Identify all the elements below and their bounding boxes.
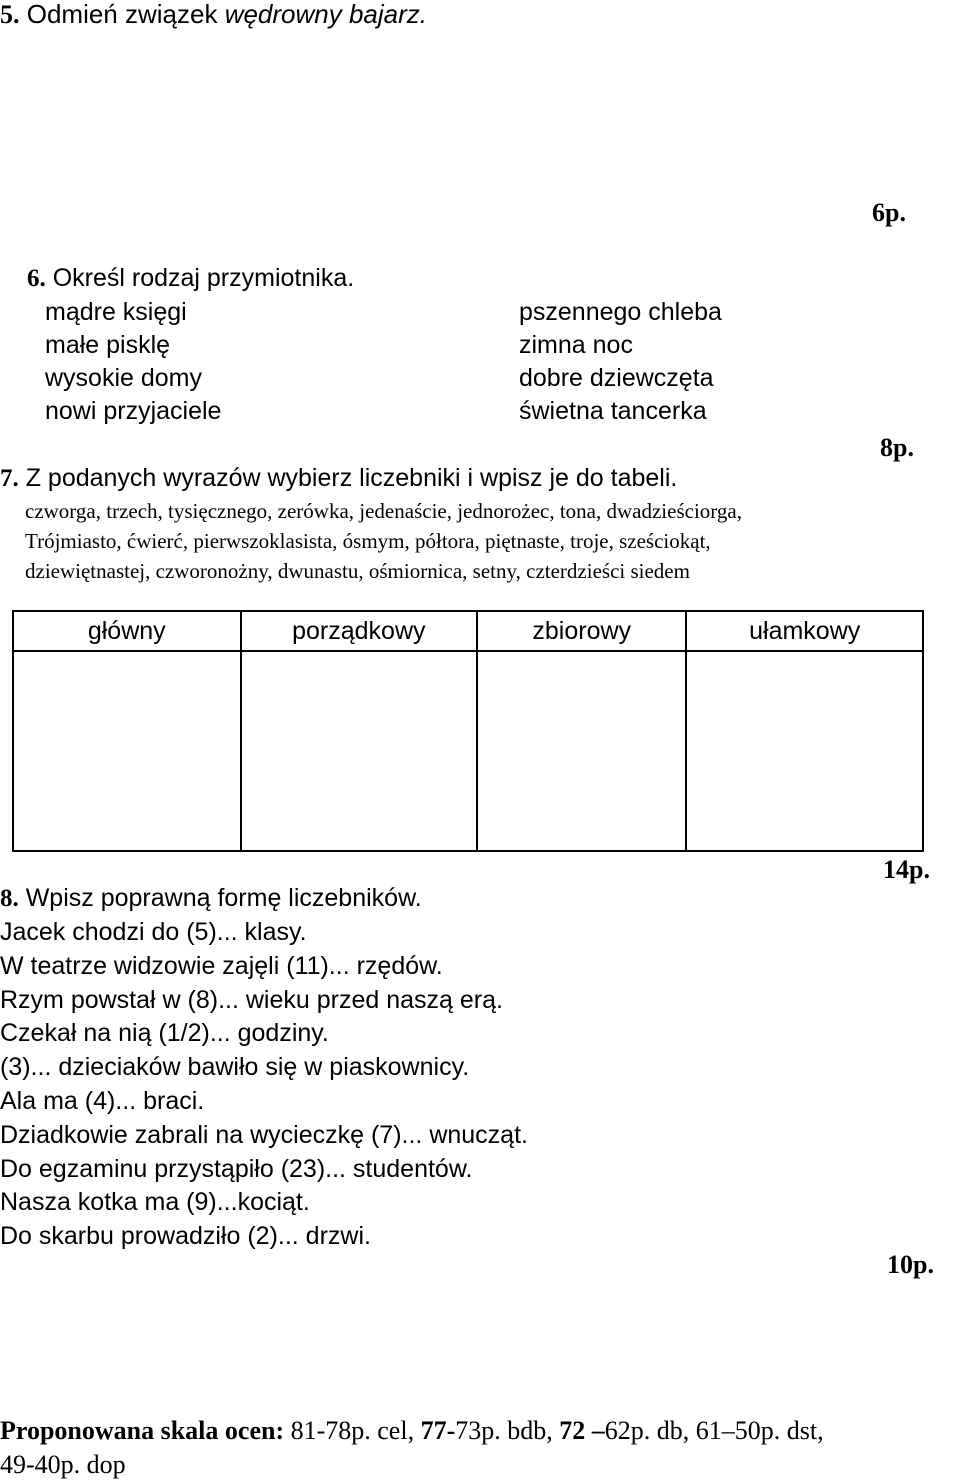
sentence-item: Do skarbu prowadziło (2)... drzwi. — [0, 1222, 371, 1251]
phrase-item: zimna noc — [519, 331, 633, 359]
task8-number: 8. — [0, 885, 19, 912]
table-answer-row — [13, 651, 923, 851]
grading-scale — [0, 1415, 824, 1447]
answer-cell-zbiorowy[interactable] — [477, 651, 686, 851]
task6-number: 6. — [27, 265, 46, 292]
answer-cell-porzadkowy[interactable] — [241, 651, 478, 851]
scale-label: Proponowana skala ocen: — [0, 1416, 285, 1445]
phrase-item: wysokie domy — [45, 364, 202, 392]
table-header-row — [13, 611, 923, 651]
task7-points: 14p. — [883, 855, 930, 884]
task5-number: 5. — [0, 0, 20, 29]
task5-instruction — [0, 0, 427, 31]
phrase-item: nowi przyjaciele — [45, 397, 222, 425]
header-zbiorowy: zbiorowy — [477, 611, 686, 651]
phrase-item: małe pisklę — [45, 331, 171, 359]
header-glowny: główny — [13, 611, 241, 651]
phrase-item: świetna tancerka — [519, 397, 707, 425]
task7-word-list — [25, 496, 742, 586]
task8-text: Wpisz poprawną formę liczebników. — [18, 884, 422, 912]
scale-bold3: 72 – — [559, 1416, 605, 1445]
task5-text: Odmień związek — [19, 0, 225, 29]
sentence-item: Ala ma (4)... braci. — [0, 1086, 205, 1115]
scale-part1: 81-78p. cel, — [284, 1416, 421, 1445]
task6-text: Określ rodzaj przymiotnika. — [45, 264, 355, 292]
task7-instruction — [0, 462, 677, 495]
task6-right-column — [519, 296, 722, 428]
answer-cell-ulamkowy[interactable] — [686, 651, 923, 851]
word-list-line: dziewiętnastej, czworonożny, dwunastu, ośmiornica, setny, czterdzieści siedem — [25, 559, 690, 583]
sentence-item: Rzym powstał w (8)... wieku przed naszą erą. — [0, 985, 503, 1014]
word-list-line: Trójmiasto, ćwierć, pierwszoklasista, ósmym, półtora, piętnaste, troje, sześciokąt, — [25, 529, 711, 553]
sentence-item: Dziadkowie zabrali na wycieczkę (7)... wnucząt. — [0, 1120, 528, 1149]
sentence-item: Jacek chodzi do (5)... klasy. — [0, 918, 307, 946]
sentence-item: (3)... dzieciaków bawiło się w piaskownicy. — [0, 1053, 470, 1082]
scale-bold2: 77- — [420, 1416, 456, 1445]
header-ulamkowy: ułamkowy — [686, 611, 923, 651]
sentence-item: Nasza kotka ma (9)...kociąt. — [0, 1188, 310, 1217]
header-porzadkowy: porządkowy — [241, 611, 478, 651]
task6-points: 8p. — [880, 433, 914, 462]
sentence-item: W teatrze widzowie zajęli (11)... rzędów. — [0, 951, 443, 980]
phrase-item: mądre księgi — [45, 298, 187, 326]
task5-points: 6p. — [872, 198, 906, 227]
sentence-item: Czekał na nią (1/2)... godziny. — [0, 1019, 329, 1048]
phrase-item: dobre dziewczęta — [519, 364, 714, 392]
phrase-item: pszennego chleba — [519, 298, 722, 326]
answer-cell-glowny[interactable] — [13, 651, 241, 851]
task6-left-column — [45, 296, 221, 428]
task7-number: 7. — [0, 465, 19, 492]
sentence-item: Do egzaminu przystąpiło (23)... studentów. — [0, 1154, 473, 1183]
task7-text: Z podanych wyrazów wybierz liczebniki i wpisz je do tabeli. — [18, 464, 678, 492]
task5-phrase: wędrowny bajarz. — [224, 0, 427, 29]
task8-sentences — [0, 916, 528, 1254]
scale-part2: 73p. bdb, — [455, 1416, 560, 1445]
scale-part3: 62p. db, 61–50p. dst, — [604, 1416, 824, 1445]
numeral-table — [12, 610, 924, 852]
task6-instruction — [27, 262, 354, 295]
word-list-line: czworga, trzech, tysięcznego, zerówka, jedenaście, jednorożec, tona, dwadzieściorga, — [25, 499, 742, 523]
task8-instruction — [0, 882, 422, 915]
task8-points: 10p. — [887, 1250, 934, 1279]
grading-scale-line2: 49-40p. dop — [0, 1450, 126, 1479]
